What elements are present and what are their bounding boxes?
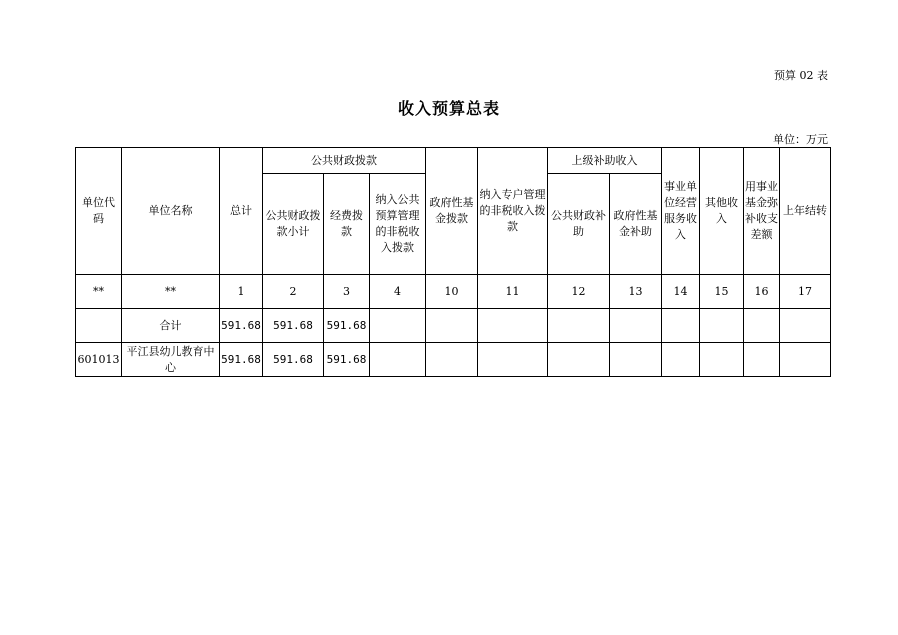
index-cell: 11	[478, 275, 548, 309]
header-other-income: 其他收入	[700, 148, 744, 275]
header-carryover: 上年结转	[780, 148, 831, 275]
empty-cell	[370, 309, 426, 343]
empty-cell	[548, 309, 610, 343]
index-cell: 13	[610, 275, 662, 309]
index-cell: 3	[324, 275, 370, 309]
header-operating-funds: 经费拨款	[324, 174, 370, 275]
row-public-subtotal: 591.68	[263, 343, 324, 377]
row-code: 601013	[76, 343, 122, 377]
index-cell: 16	[744, 275, 780, 309]
header-total: 总计	[220, 148, 263, 275]
empty-cell	[370, 343, 426, 377]
row-code	[76, 309, 122, 343]
header-unit-name: 单位名称	[122, 148, 220, 275]
empty-cell	[700, 309, 744, 343]
row-operating: 591.68	[324, 343, 370, 377]
row-total: 591.68	[220, 343, 263, 377]
header-nontax-budget: 纳入公共预算管理的非税收入拨款	[370, 174, 426, 275]
row-total: 591.68	[220, 309, 263, 343]
empty-cell	[780, 309, 831, 343]
header-superior-gov-fund: 政府性基金补助	[610, 174, 662, 275]
form-number: 预算 02 表	[774, 69, 828, 82]
index-cell: 15	[700, 275, 744, 309]
empty-cell	[662, 343, 700, 377]
header-gov-fund: 政府性基金拨款	[426, 148, 478, 275]
index-cell: 1	[220, 275, 263, 309]
empty-cell	[426, 343, 478, 377]
row-name: 平江县幼儿教育中心	[122, 343, 220, 377]
row-name: 合计	[122, 309, 220, 343]
row-public-subtotal: 591.68	[263, 309, 324, 343]
index-cell: 17	[780, 275, 831, 309]
index-cell: **	[76, 275, 122, 309]
header-superior-public-fiscal: 公共财政补助	[548, 174, 610, 275]
table-row-total	[76, 309, 831, 343]
header-superior-subsidy-group: 上级补助收入	[548, 148, 662, 174]
header-business-service: 事业单位经营服务收入	[662, 148, 700, 275]
header-business-fund-offset: 用事业基金弥补收支差额	[744, 148, 780, 275]
table-row-unit	[76, 343, 831, 377]
empty-cell	[610, 343, 662, 377]
empty-cell	[548, 343, 610, 377]
revenue-budget-table	[75, 147, 831, 377]
index-row	[76, 275, 831, 309]
row-operating: 591.68	[324, 309, 370, 343]
index-cell: 4	[370, 275, 426, 309]
header-unit-code: 单位代码	[76, 148, 122, 275]
header-special-nontax: 纳入专户管理的非税收入拨款	[478, 148, 548, 275]
index-cell: 12	[548, 275, 610, 309]
empty-cell	[744, 343, 780, 377]
empty-cell	[700, 343, 744, 377]
empty-cell	[478, 309, 548, 343]
empty-cell	[610, 309, 662, 343]
header-public-fiscal-subtotal: 公共财政拨款小计	[263, 174, 324, 275]
index-cell: 10	[426, 275, 478, 309]
empty-cell	[426, 309, 478, 343]
page-title: 收入预算总表	[397, 99, 500, 118]
empty-cell	[780, 343, 831, 377]
empty-cell	[744, 309, 780, 343]
empty-cell	[662, 309, 700, 343]
index-cell: **	[122, 275, 220, 309]
empty-cell	[478, 343, 548, 377]
unit-label: 单位：万元	[773, 133, 828, 146]
index-cell: 2	[263, 275, 324, 309]
header-public-fiscal-group: 公共财政拨款	[263, 148, 426, 174]
index-cell: 14	[662, 275, 700, 309]
